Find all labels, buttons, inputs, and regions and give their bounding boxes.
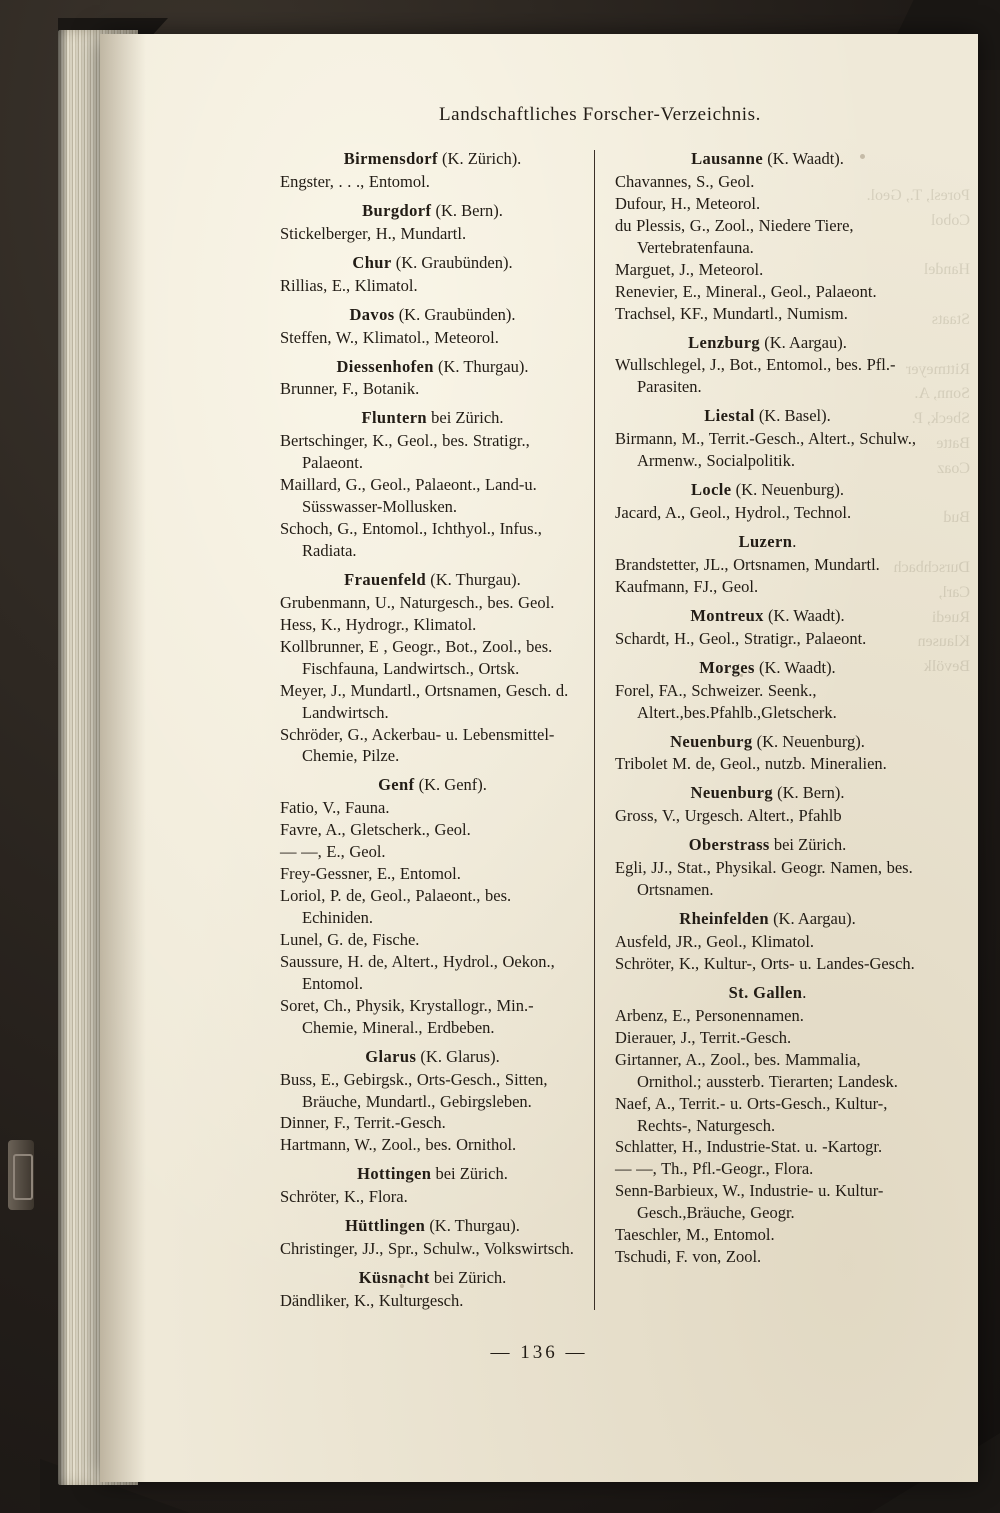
researcher-entry: Favre, A., Gletscherk., Geol. [280, 820, 471, 840]
researcher-entry: Schröder, G., Ackerbau- u. Lebensmittel-Chemie, Pilze. [280, 724, 555, 766]
place-canton: (K. Thurgau). [433, 356, 529, 376]
place-canton: (K. Thurgau). [425, 1216, 520, 1236]
place-heading [615, 605, 920, 627]
place-heading [615, 531, 920, 553]
place-canton: (K. Glarus). [416, 1046, 500, 1066]
place-heading [280, 1267, 585, 1289]
place-heading [615, 657, 920, 679]
researcher-entry: Chavannes, S., Geol. [615, 171, 755, 191]
researcher-entry: Bertschinger, K., Geol., bes. Stratigr., Palaeont. [280, 431, 530, 473]
place-heading [615, 731, 920, 753]
researcher-entry: — —, E., Geol. [280, 842, 386, 862]
place-heading [615, 782, 920, 804]
researcher-entry: Brunner, F., Botanik. [280, 379, 420, 399]
researcher-entry: Engster, . . ., Entomol. [280, 171, 430, 191]
place-heading [280, 200, 585, 222]
researcher-entry: Rillias, E., Klimatol. [280, 275, 418, 295]
place-canton: (K. Neuenburg). [731, 480, 844, 500]
researcher-entry: du Plessis, G., Zool., Niedere Tiere, Vertebratenfauna. [615, 215, 854, 257]
place-heading [615, 908, 920, 930]
place-heading [615, 332, 920, 354]
two-column-body [280, 148, 920, 1312]
researcher-entry: Grubenmann, U., Naturgesch., bes. Geol. [280, 592, 555, 612]
place-name: Birmensdorf [343, 149, 438, 168]
place-canton: (K. Graubünden). [391, 252, 513, 272]
researcher-entry: Stickelberger, H., Mundartl. [280, 223, 467, 243]
researcher-entry: Birmann, M., Territ.-Gesch., Altert., Schulw., Armenw., Socialpolitik. [615, 429, 917, 471]
researcher-entry: Marguet, J., Meteorol. [615, 259, 764, 279]
place-heading [615, 834, 920, 856]
place-name: Montreux [690, 605, 764, 625]
bleed-through-text: Poresl, T., Geol. Cobol Handel Staats Rittmeyer Sonn, A. Sbeck, P. Batte Coaz Bud Durschbach Carl, Ruedi Klausen Bevölk [866, 187, 970, 676]
place-heading [280, 774, 585, 796]
place-canton: (K. Aargau). [768, 909, 856, 929]
researcher-entry: Trachsel, KF., Mundartl., Numism. [615, 303, 848, 323]
researcher-entry: Dufour, H., Meteorol. [615, 193, 761, 213]
book-page [100, 34, 978, 1482]
place-canton: (K. Genf). [414, 775, 487, 795]
researcher-entry: Tribolet M. de, Geol., nutzb. Mineralien. [615, 754, 887, 774]
researcher-entry: Arbenz, E., Personennamen. [615, 1005, 804, 1025]
place-name: Locle [691, 480, 732, 500]
researcher-entry: Schoch, G., Entomol., Ichthyol., Infus., Radiata. [280, 519, 542, 560]
researcher-entry: Schardt, H., Geol., Stratigr., Palaeont. [615, 628, 867, 648]
researcher-entry: Meyer, J., Mundartl., Ortsnamen, Gesch. d. Landwirtsch. [280, 680, 569, 722]
researcher-entry: — —, Th., Pfl.-Geogr., Flora. [615, 1159, 814, 1179]
researcher-entry: Hartmann, W., Zool., bes. Ornithol. [280, 1135, 517, 1155]
place-name: Burgdorf [362, 200, 432, 220]
researcher-entry: Dierauer, J., Territ.-Gesch. [615, 1027, 792, 1047]
place-heading [280, 1215, 585, 1237]
page-content [280, 104, 920, 1312]
researcher-entry: Dändliker, K., Kulturgesch. [280, 1291, 464, 1310]
researcher-entry: Buss, E., Gebirgsk., Orts-Gesch., Sitten, Bräuche, Mundartl., Gebirgsleben. [280, 1069, 548, 1111]
researcher-entry: Soret, Ch., Physik, Krystallogr., Min.-Chemie, Mineral., Erdbeben. [280, 995, 534, 1037]
researcher-entry: Ausfeld, JR., Geol., Klimatol. [615, 932, 815, 951]
running-head: Landschaftliches Forscher-Verzeichnis. [438, 104, 762, 125]
column-divider [594, 150, 595, 1310]
place-heading [280, 1046, 585, 1068]
researcher-entry: Taeschler, M., Entomol. [615, 1225, 775, 1245]
researcher-entry: Lunel, G. de, Fische. [280, 929, 420, 949]
place-name: Lenzburg [688, 332, 761, 352]
place-name: Küsnacht [358, 1268, 430, 1288]
place-name: Luzern [738, 532, 793, 551]
place-name: St. Gallen [728, 982, 803, 1002]
place-heading [280, 356, 585, 378]
researcher-entry: Schröter, K., Kultur-, Orts- u. Landes-Gesch. [615, 953, 915, 973]
page-clamp [8, 1140, 34, 1210]
researcher-entry: Dinner, F., Territ.-Gesch. [280, 1113, 446, 1133]
place-canton: (K. Waadt). [763, 605, 845, 625]
place-name: Liestal [704, 406, 755, 426]
place-heading [280, 569, 585, 591]
researcher-entry: Christinger, JJ., Spr., Schulw., Volkswirtsch. [280, 1239, 574, 1259]
researcher-entry: Senn-Barbieux, W., Industrie- u. Kultur-Gesch.,Bräuche, Geogr. [615, 1181, 884, 1223]
place-canton: bei Zürich. [429, 1268, 507, 1288]
place-name: Diessenhofen [336, 356, 434, 376]
place-canton: bei Zürich. [769, 835, 847, 855]
place-heading [280, 407, 585, 429]
place-name: Davos [349, 304, 395, 324]
place-heading [615, 982, 920, 1004]
gutter-shadow [100, 34, 146, 1482]
place-heading [280, 304, 585, 326]
researcher-entry: Gross, V., Urgesch. Altert., Pfahlb [615, 806, 842, 826]
place-name: Glarus [365, 1046, 417, 1066]
researcher-entry: Brandstetter, JL., Ortsnamen, Mundartl. [615, 554, 880, 574]
researcher-entry: Kaufmann, FJ., Geol. [615, 576, 759, 596]
place-canton: (K. Waadt). [754, 657, 836, 677]
place-canton: . [802, 982, 807, 1002]
place-name: Fluntern [361, 408, 428, 428]
place-canton: bei Zürich. [431, 1164, 508, 1184]
place-heading [280, 1163, 585, 1185]
place-canton: (K. Bern). [431, 200, 503, 220]
place-heading [615, 148, 920, 170]
place-name: Hottingen [357, 1164, 432, 1184]
place-name: Hüttlingen [345, 1216, 426, 1236]
researcher-entry: Frey-Gessner, E., Entomol. [280, 864, 461, 884]
page-folio: — 136 — [490, 1342, 588, 1363]
right-column [599, 148, 920, 1312]
researcher-entry: Hess, K., Hydrogr., Klimatol. [280, 614, 477, 634]
place-name: Oberstrass [688, 835, 770, 855]
researcher-entry: Fatio, V., Fauna. [280, 798, 390, 818]
researcher-entry: Jacard, A., Geol., Hydrol., Technol. [615, 503, 852, 523]
left-column [280, 148, 599, 1312]
place-name: Rheinfelden [679, 909, 769, 929]
place-canton: . [792, 532, 797, 551]
researcher-entry: Wullschlegel, J., Bot., Entomol., bes. Pfl.-Parasiten. [615, 355, 896, 397]
researcher-entry: Maillard, G., Geol., Palaeont., Land-u. Süsswasser-Mollusken. [280, 475, 537, 517]
place-canton: (K. Bern). [772, 783, 845, 803]
place-canton: (K. Zürich). [437, 149, 522, 168]
place-name: Frauenfeld [344, 569, 427, 589]
place-canton: (K. Thurgau). [426, 569, 521, 589]
place-name: Genf [378, 775, 415, 795]
place-heading [615, 405, 920, 427]
place-canton: (K. Graubünden). [394, 304, 516, 324]
place-canton: bei Zürich. [427, 408, 504, 428]
researcher-entry: Kollbrunner, E , Geogr., Bot., Zool., bes. Fischfauna, Landwirtsch., Ortsk. [280, 636, 553, 678]
researcher-entry: Loriol, P. de, Geol., Palaeont., bes. Echiniden. [280, 886, 512, 927]
researcher-entry: Schlatter, H., Industrie-Stat. u. -Kartogr. [615, 1137, 883, 1157]
researcher-entry: Steffen, W., Klimatol., Meteorol. [280, 327, 499, 347]
researcher-entry: Girtanner, A., Zool., bes. Mammalia, Ornithol.; aussterb. Tierarten; Landesk. [615, 1049, 898, 1091]
researcher-entry: Forel, FA., Schweizer. Seenk., Altert.,bes.Pfahlb.,Gletscherk. [615, 680, 837, 722]
place-name: Neuenburg [690, 783, 773, 803]
place-canton: (K. Neuenburg). [752, 731, 865, 751]
researcher-entry: Egli, JJ., Stat., Physikal. Geogr. Namen, bes. Ortsnamen. [615, 858, 913, 900]
place-canton: (K. Basel). [754, 406, 831, 426]
researcher-entry: Saussure, H. de, Altert., Hydrol., Oekon., Entomol. [280, 951, 555, 993]
researcher-entry: Tschudi, F. von, Zool. [615, 1247, 762, 1267]
place-heading [280, 148, 585, 170]
place-name: Morges [699, 657, 755, 677]
researcher-entry: Naef, A., Territ.- u. Orts-Gesch., Kultur-, Rechts-, Naturgesch. [615, 1093, 888, 1135]
researcher-entry: Renevier, E., Mineral., Geol., Palaeont. [615, 281, 877, 301]
place-canton: (K. Waadt). [763, 149, 844, 168]
place-heading [280, 252, 585, 274]
place-heading [615, 479, 920, 501]
place-name: Lausanne [691, 149, 764, 168]
place-name: Chur [352, 252, 392, 272]
place-name: Neuenburg [670, 731, 753, 751]
researcher-entry: Schröter, K., Flora. [280, 1187, 408, 1207]
place-canton: (K. Aargau). [760, 332, 847, 352]
